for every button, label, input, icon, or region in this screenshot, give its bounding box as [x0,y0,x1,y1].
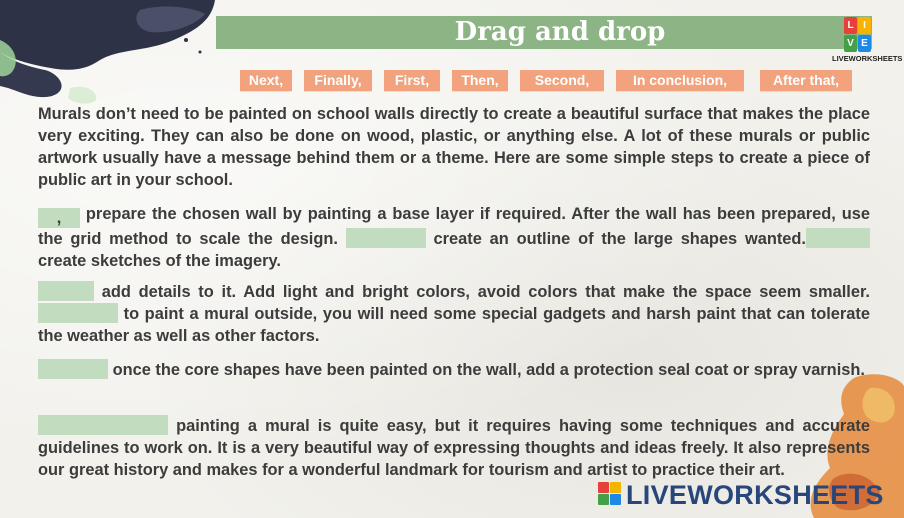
drop-blank-4[interactable] [38,281,94,301]
logo-letter-i: I [858,17,871,34]
paragraph-text: create an outline of the large shapes wanted. [433,230,806,248]
word-token-then[interactable]: Then, [452,70,508,91]
paragraph-text: add details to it. Add light and bright colors, avoid colors that make the space seem smaller. [101,283,870,301]
drop-blank-6[interactable] [38,359,108,379]
page-title: Drag and drop [454,17,666,47]
paragraph-text: to paint a mural outside, you will need some special gadgets and harsh paint that can tolerate the weather as well as other factors. [38,305,870,345]
logo-letter-grid [844,17,872,53]
ink-splash-decoration [0,0,230,110]
brand-square-blue [610,494,621,505]
logo-letter-l: L [844,17,857,34]
paragraph-text: prepare the chosen wall by painting a base layer if required. After the wall has been prepared, use the grid method to scale the design. [38,205,870,248]
paragraph-text: create sketches of the imagery. [38,252,281,270]
brand-wordmark: LIVEWORKSHEETS [626,480,884,510]
drop-blank-5[interactable] [38,303,118,323]
logo-letter-e: E [858,35,871,52]
paragraph-steps-2 [38,281,870,347]
liveworksheets-logo [832,17,903,65]
paragraph-intro: Murals don’t need to be painted on school walls directly to create a beautiful surface that makes the place very exciting. They can also be done on wood, plastic, or anything else. A lot of these murals or public artwork usually have a message behind them or a theme. Here are some simple steps to create a piece of public art in your school. [38,105,870,189]
brand-square-red [598,482,609,493]
drop-blank-1[interactable] [38,208,80,228]
paragraph-steps-3 [38,359,870,381]
brand-square-yellow [610,482,621,493]
word-token-next[interactable]: Next, [240,70,292,91]
brand-square-green [598,494,609,505]
brand-logo-icon [598,482,622,506]
blank-comma-marker: , [56,209,62,227]
drop-blank-3[interactable] [806,228,870,248]
paragraph-text: painting a mural is quite easy, but it requires having some techniques and accurate guidelines to work on. It is a very beautiful way of expressing thoughts and ideas freely. It also represents our great history and makes for a wonderful landmark for tourism and artist to practice their art. [38,417,870,479]
paragraph-steps-1 [38,203,870,272]
drop-blank-7[interactable] [38,415,168,435]
logo-letter-v: V [844,35,857,52]
word-token-after-that[interactable]: After that, [760,70,852,91]
word-token-in-conclusion[interactable]: In conclusion, [616,70,744,91]
word-token-first[interactable]: First, [384,70,440,91]
paragraph-text: once the core shapes have been painted on the wall, add a protection seal coat or spray varnish. [112,361,865,379]
paragraph-conclusion [38,415,870,481]
liveworksheets-footer-brand [598,480,898,510]
word-token-finally[interactable]: Finally, [304,70,372,91]
drop-blank-2[interactable] [346,228,426,248]
logo-caption: LIVEWORKSHEETS [832,54,903,63]
word-token-second[interactable]: Second, [520,70,604,91]
